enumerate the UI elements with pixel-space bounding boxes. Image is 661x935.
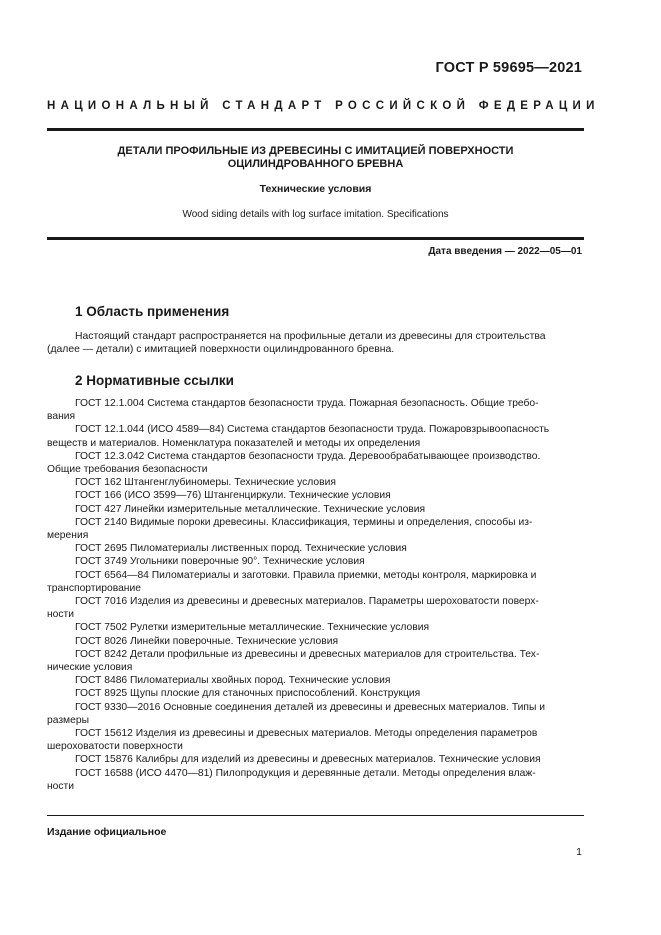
reference-line: ГОСТ 2695 Пиломатериалы лиственных пород. Технические условия	[75, 543, 407, 555]
reference-line: ГОСТ 427 Линейки измерительные металлические. Технические условия	[75, 503, 426, 515]
reference-line: ГОСТ 8242 Детали профильные из древесины и древесных материалов для строительства. Тех-	[75, 648, 540, 660]
page-number: 1	[576, 846, 582, 858]
title-line-1: ДЕТАЛИ ПРОФИЛЬНЫЕ ИЗ ДРЕВЕСИНЫ С ИМИТАЦИЕЙ ПОВЕРХНОСТИ	[117, 145, 514, 157]
reference-line: транспортирование	[47, 582, 141, 594]
reference-line: ГОСТ 162 Штангенглубиномеры. Технические условия	[75, 477, 336, 489]
reference-line: ГОСТ 8925 Щупы плоские для станочных приспособлений. Конструкция	[75, 688, 421, 700]
reference-item	[47, 423, 584, 449]
title-bottom-divider	[47, 237, 584, 240]
reference-item	[47, 595, 584, 621]
reference-line: ГОСТ 3749 Угольники поверочные 90°. Технические условия	[75, 556, 365, 568]
reference-line: ГОСТ 12.1.004 Система стандартов безопасности труда. Пожарная безопасность. Общие требо-	[75, 398, 539, 409]
reference-line: ГОСТ 2140 Видимые пороки древесины. Классификация, термины и определения, способы из-	[75, 516, 533, 528]
reference-item	[47, 450, 584, 476]
reference-item	[47, 635, 584, 648]
reference-line: размеры	[47, 714, 89, 726]
reference-line: ГОСТ 12.3.042 Система стандартов безопасности труда. Деревообрабатывающее производство.	[75, 450, 541, 462]
reference-line: ности	[47, 609, 75, 621]
reference-item	[47, 569, 584, 595]
document-subtitle: Технические условия	[259, 183, 372, 195]
reference-item	[47, 674, 584, 687]
reference-line: ГОСТ 166 (ИСО 3599—76) Штангенциркули. Технические условия	[75, 490, 391, 502]
reference-line: веществ и материалов. Номенклатура показателей и методы их определения	[47, 437, 421, 449]
title-line-2: ОЦИЛИНДРОВАННОГО БРЕВНА	[227, 158, 404, 170]
reference-line: вания	[47, 411, 76, 423]
reference-line: ГОСТ 9330—2016 Основные соединения деталей из древесины и древесных материалов. Типы и	[75, 701, 546, 713]
reference-item	[47, 503, 584, 516]
document-title	[47, 145, 584, 171]
reference-line: ГОСТ 7502 Рулетки измерительные металлические. Технические условия	[75, 622, 430, 634]
english-title: Wood siding details with log surface imitation. Specifications	[182, 209, 449, 220]
reference-line: ГОСТ 8486 Пиломатериалы хвойных пород. Технические условия	[75, 675, 391, 687]
section-1-paragraph	[47, 330, 584, 356]
reference-line: ГОСТ 6564—84 Пиломатериалы и заготовки. Правила приемки, методы контроля, маркировка и	[75, 569, 537, 581]
reference-line: ГОСТ 15612 Изделия из древесины и древесных материалов. Методы определения параметров	[75, 728, 538, 740]
reference-item	[47, 476, 584, 489]
top-divider	[47, 128, 584, 131]
national-standard-banner: НАЦИОНАЛЬНЫЙ СТАНДАРТ РОССИЙСКОЙ ФЕДЕРАЦИИ	[47, 100, 600, 112]
reference-item	[47, 727, 584, 753]
reference-line: ГОСТ 15876 Калибры для изделий из древесины и древесных материалов. Технические условия	[75, 754, 541, 766]
reference-line: Общие требования безопасности	[47, 464, 208, 476]
reference-line: мерения	[47, 530, 89, 542]
reference-item	[47, 542, 584, 555]
introduction-date: Дата введения — 2022—05—01	[428, 246, 582, 257]
reference-line: ности	[47, 780, 75, 792]
reference-item	[47, 489, 584, 502]
paragraph-line: (далее — детали) с имитацией поверхности оцилиндрованного бревна.	[47, 344, 395, 356]
footer-divider	[47, 815, 584, 816]
normative-references-list	[47, 397, 584, 793]
reference-item	[47, 753, 584, 766]
reference-item	[47, 621, 584, 634]
reference-item	[47, 687, 584, 700]
section-2-heading: 2 Нормативные ссылки	[75, 373, 234, 388]
section-1-heading: 1 Область применения	[75, 304, 230, 319]
reference-item	[47, 767, 584, 793]
reference-item	[47, 648, 584, 674]
reference-line: ГОСТ 8026 Линейки поверочные. Технические условия	[75, 635, 339, 647]
reference-line: нические условия	[47, 662, 133, 674]
reference-line: ГОСТ 12.1.044 (ИСО 4589—84) Система стандартов безопасности труда. Пожаровзрывоопасность	[75, 424, 550, 436]
paragraph-line: Настоящий стандарт распространяется на профильные детали из древесины для строительства	[75, 331, 546, 342]
reference-line: ГОСТ 16588 (ИСО 4470—81) Пилопродукция и деревянные детали. Методы определения влаж-	[75, 767, 536, 779]
reference-line: ГОСТ 7016 Изделия из древесины и древесных материалов. Параметры шероховатости поверх-	[75, 596, 539, 608]
reference-item	[47, 516, 584, 542]
reference-item	[47, 701, 584, 727]
reference-line: шероховатости поверхности	[47, 741, 183, 753]
official-edition-label: Издание официальное	[47, 826, 167, 838]
reference-item	[47, 397, 584, 423]
reference-item	[47, 555, 584, 568]
gost-number: ГОСТ Р 59695—2021	[435, 60, 582, 76]
